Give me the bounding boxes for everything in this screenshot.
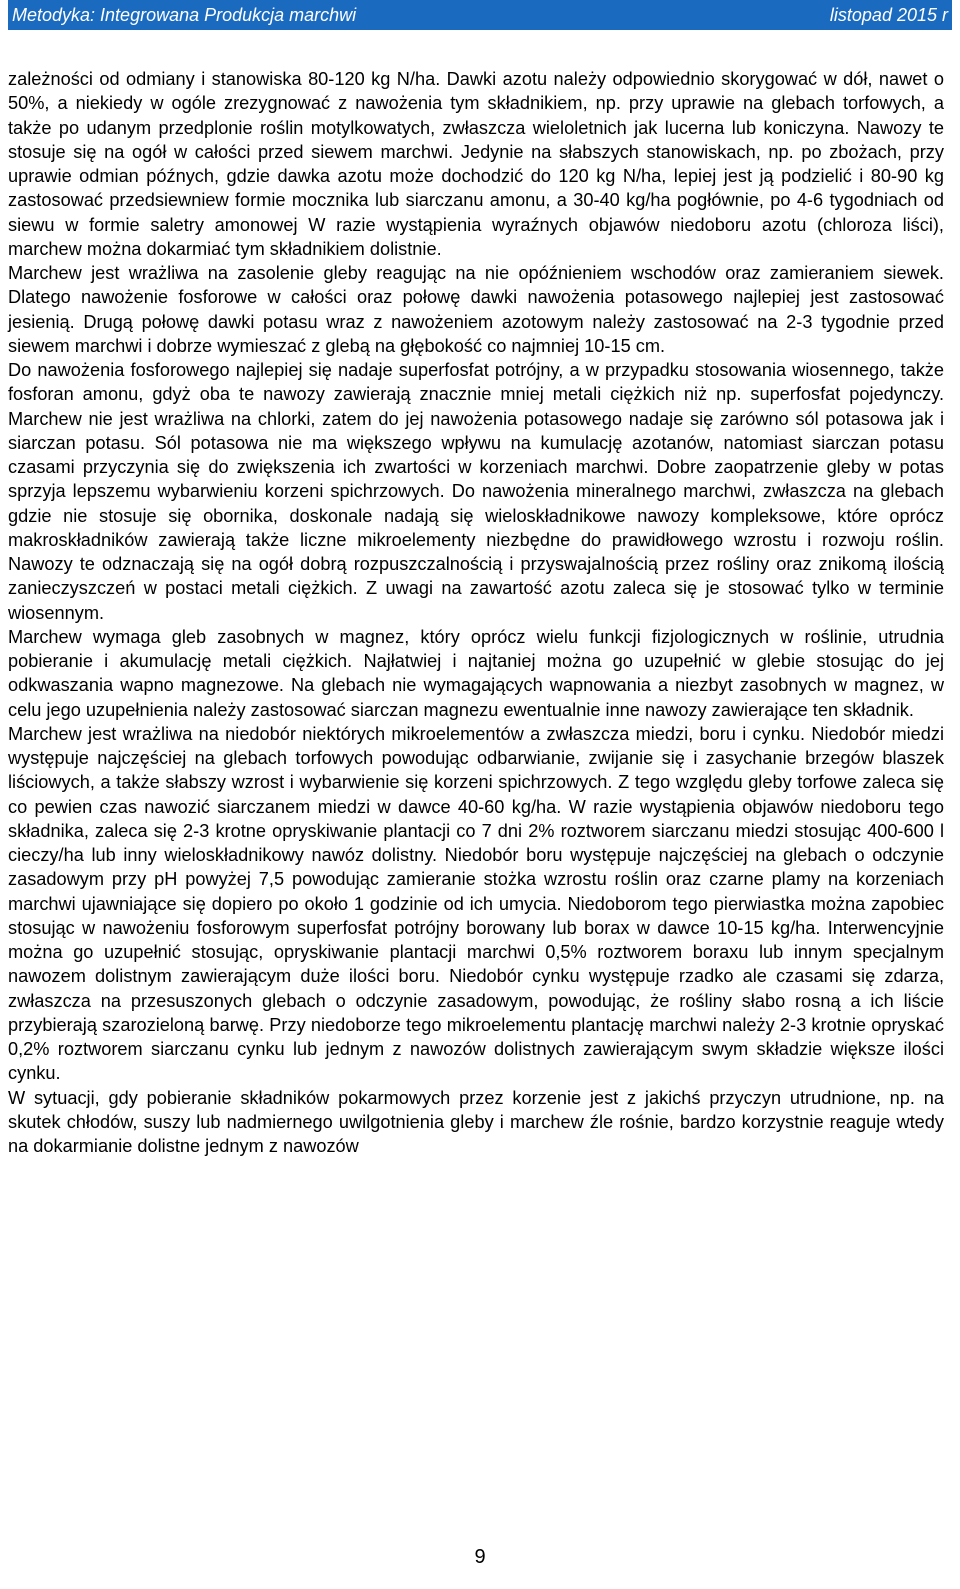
header-date: listopad 2015 r — [829, 4, 948, 25]
paragraph-foliar-feeding: W sytuacji, gdy pobieranie składników pokarmowych przez korzenie jest z jakichś przyczyn utrudnione, np. na skutek chłodów, suszy lub nadmiernego uwilgotnienia gleby i marchew źle rośnie, bardzo korzystnie reaguje wtedy na dokarmianie dolistne jednym z nawozów — [8, 1087, 944, 1156]
paragraph-salinity: Marchew jest wrażliwa na zasolenie gleby reagując na nie opóźnieniem wschodów oraz zamieraniem siewek. Dlatego nawożenie fosforowe w całości oraz połowę dawki nawożenia potasowego najlepiej jest zastosować jesienią. Drugą połowę dawki potasu wraz z nawożeniem azotowym należy zastosować na 2-3 tygodnie przed siewem marchwi i dobrze wymieszać z glebą na głębokość co najmniej 10-15 cm. — [8, 263, 944, 356]
paragraph-magnesium: Marchew wymaga gleb zasobnych w magnez, który oprócz wielu funkcji fizjologicznych w roślinie, utrudnia pobieranie i akumulację metali ciężkich. Najłatwiej i najtaniej można go uzupełnić w glebie stosując do jej odkwaszania wapno magnezowe. Na glebach nie wymagających wapnowania a niezbyt zasobnych w magnez, w celu jego uzupełnienia należy zastosować siarczan magnezu ewentualnie inne nawozy zawierające ten składnik. — [8, 626, 944, 720]
paragraph-phosphorus-potassium: Do nawożenia fosforowego najlepiej się nadaje superfosfat potrójny, a w przypadku stosowania wiosennego, także fosforan amonu, gdyż oba te nawozy zawierają znacznie mniej metali ciężkich niż np. superfosfat pojedynczy. Marchew nie jest wrażliwa na chlorki, zatem do jej nawożenia potasowego nadaje się zarówno sól potasowa jak i siarczan potasu. Sól potasowa nie ma większego wpływu na kumulację azotanów, natomiast siarczan potasu czasami przyczynia się do zwiększenia ich zwartości w korzeniach marchwi. Dobre zaopatrzenie gleby w potas sprzyja lepszemu wybarwieniu korzeni spichrzowych. Do nawożenia mineralnego marchwi, zwłaszcza na glebach gdzie nie stosuje się obornika, doskonale nadają się wieloskładnikowe nawozy kompleksowe, które oprócz makroskładników zawierają także liczne mikroelementy niezbędne do prawidłowego wzrostu i rozwoju roślin. Nawozy te odznaczają się na ogół dobrą rozpuszczalnością i przyswajalnością przez rośliny oraz znikomą ilością zanieczyszczeń w postaci metali ciężkich. Z uwagi na zawartość azotu zaleca się je stosować tylko w terminie wiosennym. — [8, 360, 944, 623]
paragraph-microelements: Marchew jest wrażliwa na niedobór niektórych mikroelementów a zwłaszcza miedzi, boru i cynku. Niedobór miedzi występuje najczęściej na glebach torfowych powodując odbarwianie, zwijanie się i zasychanie brzegów blaszek liściowych, a także słabszy wzrost i wybarwienie się korzeni spichrzowych. Z tego względu gleby torfowe zaleca się co pewien czas nawozić siarczanem miedzi w dawce 40-60 kg/ha. W razie wystąpienia objawów niedoboru tego składnika, zaleca się 2-3 krotne opryskiwanie plantacji co 7 dni 2% roztworem siarczanu miedzi stosując 400-600 l cieczy/ha lub inny wieloskładnikowy nawóz dolistny. Niedobór boru występuje najczęściej na glebach o odczynie zasadowym przy pH powyżej 7,5 powodując zamieranie stożka wzrostu roślin oraz czarne plamy na korzeniach marchwi ujawniające się dopiero po około 1 godzinie od ich umycia. Niedoborom tego pierwiastka można zapobiec stosując w nawożeniu fosforowym superfosfat potrójny borowany lub borax w dawce 10-15 kg/ha. Interwencyjnie można go uzupełnić stosując, opryskiwanie plantacji marchwi 0,5% roztworem boraxu lub innym specjalnym nawozem dolistnym zawierającym duże ilości boru. Niedobór cynku występuje rzadko ale czasami się zdarza, zwłaszcza na przesuszonych glebach o odczynie zasadowym, powodując, że rośliny słabo rosną a ich liście przybierają szarozieloną barwę. Przy niedoborze tego mikroelementu plantację marchwi należy 2-3 krotnie opryskać 0,2% roztworem siarczanu cynku lub jednym z nawozów dolistnych zawierającym swym składzie większe ilości cynku. — [8, 723, 944, 1084]
paragraph-nitrogen: zależności od odmiany i stanowiska 80-120 kg N/ha. Dawki azotu należy odpowiednio skorygować w dół, nawet o 50%, a niekiedy w ogóle zrezygnować z nawożenia tym składnikiem, np. przy uprawie na glebach torfowych, a także po udanym przedplonie roślin motylkowatych, zwłaszcza wieloletnich jak lucerna lub koniczyna. Nawozy te stosuje się na ogół w całości przed siewem marchwi. Jedynie na słabszych stanowiskach, np. po zbożach, przy uprawie odmian późnych, gdzie dawka azotu może dochodzić do 120 kg N/ha, lepiej jest ją podzielić i 80-90 kg zastosować przedsiewniew formie mocznika lub siarczanu amonu, a 30-40 kg/ha pogłównie, po 4-6 tygodniach od siewu w formie saletry amonowej W razie wystąpienia wyraźnych objawów niedoboru azotu (chloroza liści), marchew można dokarmiać tym składnikiem dolistnie. — [8, 69, 944, 259]
document-body — [8, 67, 944, 1158]
header-title: Metodyka: Integrowana Produkcja marchwi — [12, 4, 357, 25]
page-number: 9 — [474, 1546, 486, 1568]
page-header — [8, 0, 952, 30]
